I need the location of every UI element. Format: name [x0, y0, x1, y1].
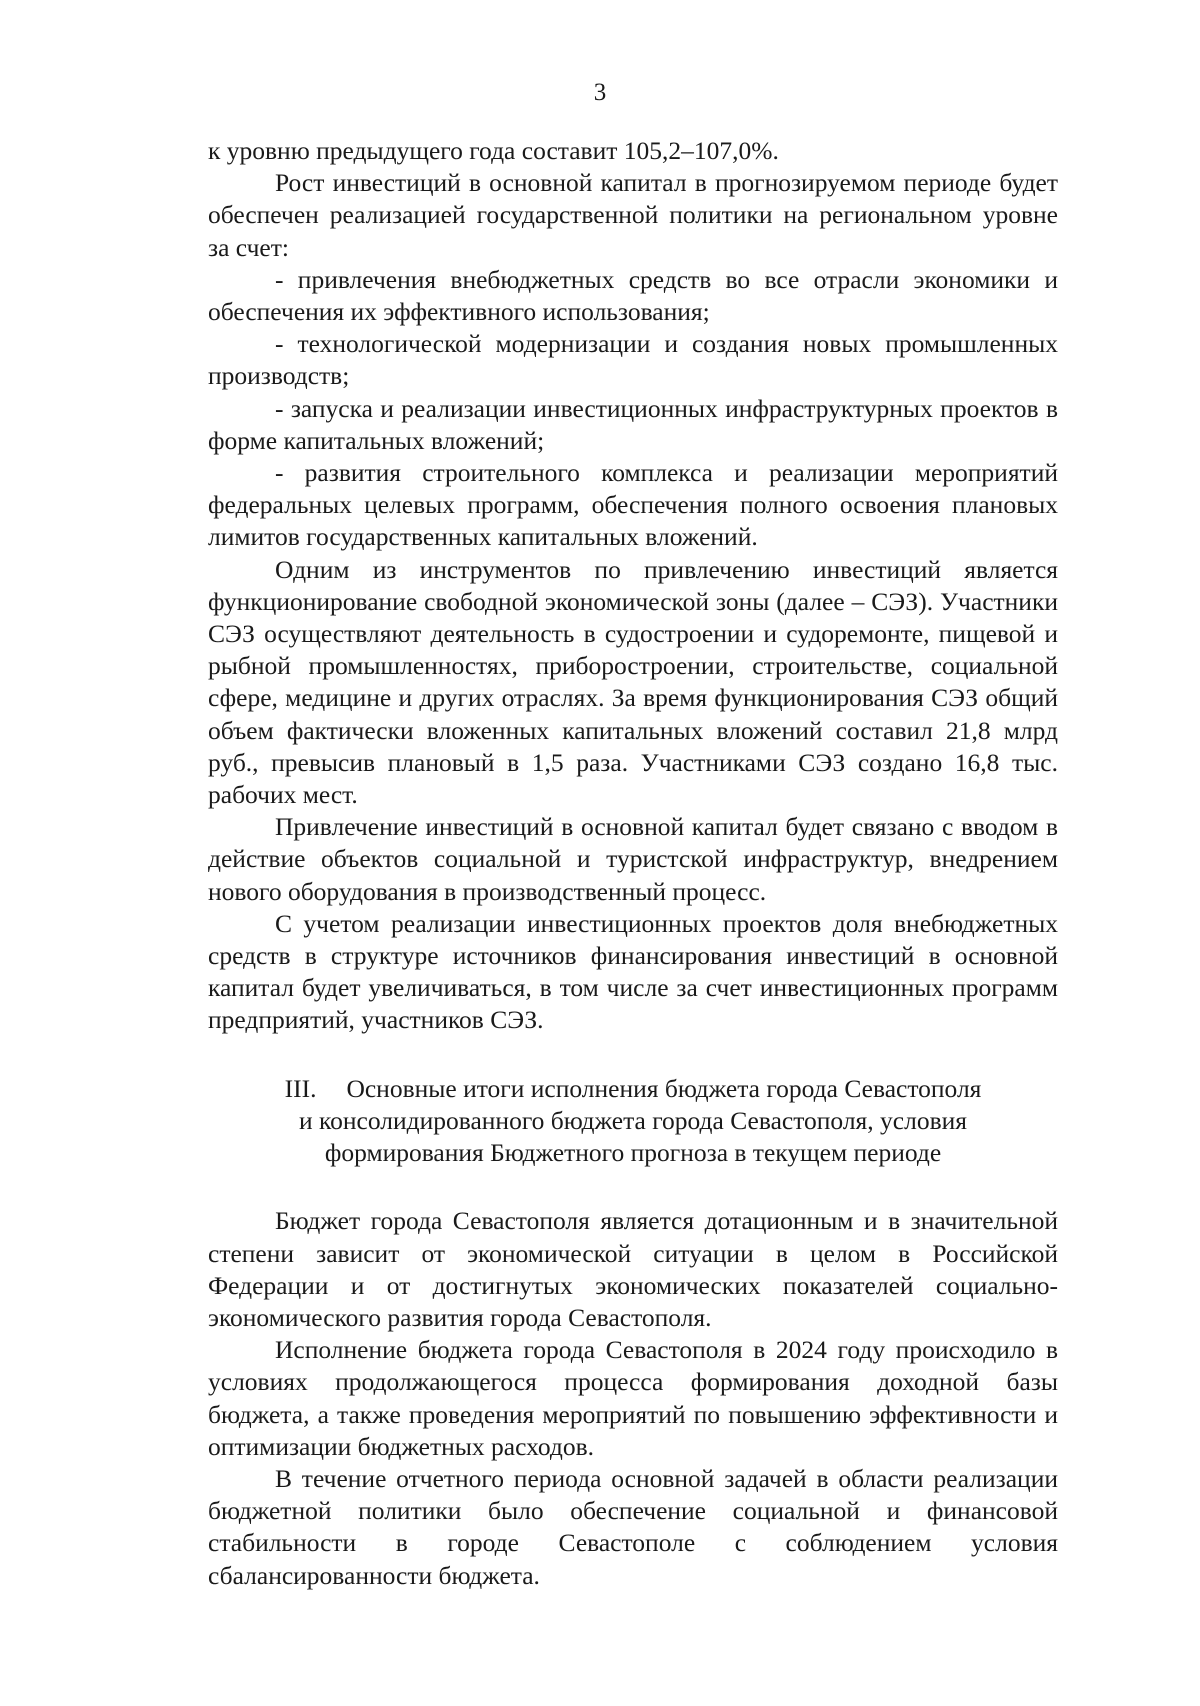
page-number: 3: [593, 79, 607, 106]
document-body: [208, 135, 1058, 1592]
paragraph: Рост инвестиций в основной капитал в прогнозируемом периоде будет обеспечен реализацией государственной политики на региональном уровне за счет:: [208, 168, 1058, 262]
list-item: - запуска и реализации инвестиционных инфраструктурных проектов в форме капитальных вложений;: [208, 393, 1058, 455]
section-title-line-2: и консолидированного бюджета города Севастополя, условия: [299, 1105, 967, 1135]
section-numeral: III.: [284, 1073, 317, 1103]
paragraph: В течение отчетного периода основной задачей в области реализации бюджетной политики было обеспечение социальной и финансовой стабильности в городе Севастополе с соблюдением условия сбалансированности бюджета.: [208, 1463, 1058, 1590]
section-title-line-3: формирования Бюджетного прогноза в текущем периоде: [324, 1138, 942, 1168]
paragraph: Бюджет города Севастополя является дотационным и в значительной степени зависит от экономической ситуации в целом в Российской Федерации и от достигнутых экономических показателей социально-экономического развития города Севастополя.: [208, 1206, 1058, 1332]
paragraph: Одним из инструментов по привлечению инвестиций является функционирование свободной экономической зоны (далее – СЭЗ). Участники СЭЗ осуществляют деятельность в судостроении и судоремонте, пищевой и рыбной промышленностях, приборостроении, строительстве, социальной сфере, медицине и других отраслях. За время функционирования СЭЗ общий объем фактически вложенных капитальных вложений составил 21,8 млрд руб., превысив плановый в 1,5 раза. Участниками СЭЗ создано 16,8 тыс. рабочих мест.: [208, 554, 1058, 810]
paragraph: Исполнение бюджета города Севастополя в 2024 году происходило в условиях продолжающегося процесса формирования доходной базы бюджета, а также проведения мероприятий по повышению эффективности и оптимизации бюджетных расходов.: [208, 1335, 1058, 1461]
paragraph-continuation: к уровню предыдущего года составит 105,2–107,0%.: [208, 136, 779, 165]
list-item: - развития строительного комплекса и реализации мероприятий федеральных целевых программ, обеспечения полного освоения плановых лимитов государственных капитальных вложений.: [208, 458, 1058, 552]
list-item: - технологической модернизации и создания новых промышленных производств;: [208, 329, 1058, 391]
paragraph: Привлечение инвестиций в основной капитал будет связано с вводом в действие объектов социальной и туристской инфраструктур, внедрением нового оборудования в производственный процесс.: [208, 812, 1058, 906]
section-heading: [208, 1073, 1058, 1170]
list-item: - привлечения внебюджетных средств во все отрасли экономики и обеспечения их эффективного использования;: [208, 264, 1058, 327]
section-body: [208, 1205, 1058, 1591]
section-heading-line-1: [208, 1073, 1058, 1105]
paragraph: С учетом реализации инвестиционных проектов доля внебюджетных средств в структуре источников финансирования инвестиций в основной капитал будет увеличиваться, в том числе за счет инвестиционных программ предприятий, участников СЭЗ.: [208, 908, 1058, 1035]
section-title-line-1: Основные итоги исполнения бюджета города Севастополя: [346, 1073, 982, 1103]
